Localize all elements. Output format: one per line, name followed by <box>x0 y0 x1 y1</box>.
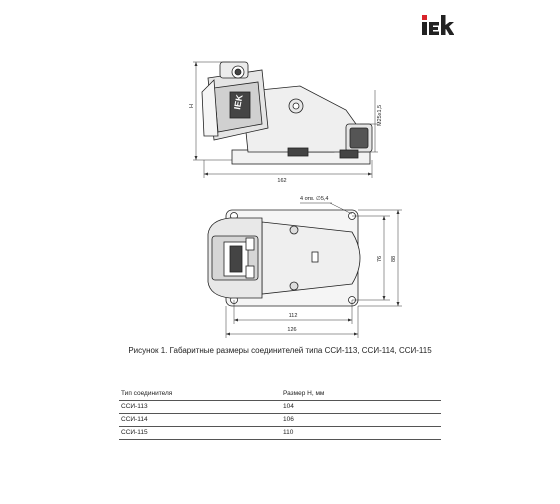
side-view <box>202 62 372 164</box>
table-row <box>119 414 441 427</box>
table-cell: 110 <box>281 427 441 440</box>
table-cell: ССИ-114 <box>119 414 281 427</box>
dimensions-table <box>119 388 441 440</box>
table-header-row <box>119 388 441 401</box>
side-emblem: IEK <box>232 93 245 111</box>
height-76-label: 76 <box>377 255 383 262</box>
header-size-h: Размер H, мм <box>281 388 441 401</box>
table-cell: 106 <box>281 414 441 427</box>
side-width-label: 162 <box>277 178 287 184</box>
table-cell: 104 <box>281 401 441 414</box>
holes-label: 4 отв. ∅5,4 <box>300 196 329 202</box>
thread-label: M25x1,5 <box>377 104 383 126</box>
height-label: H <box>189 104 195 108</box>
table-cell: ССИ-115 <box>119 427 281 440</box>
table-cell: ССИ-113 <box>119 401 281 414</box>
height-88-label: 88 <box>391 255 397 262</box>
width-112-label: 112 <box>288 313 298 319</box>
top-view <box>208 210 360 306</box>
figure-caption: Рисунок 1. Габаритные размеры соединителей типа ССИ-113, ССИ-114, ССИ-115 <box>128 346 432 355</box>
header-connector-type: Тип соединителя <box>119 388 281 401</box>
table-row <box>119 427 441 440</box>
table-row <box>119 401 441 414</box>
width-126-label: 126 <box>287 327 297 333</box>
